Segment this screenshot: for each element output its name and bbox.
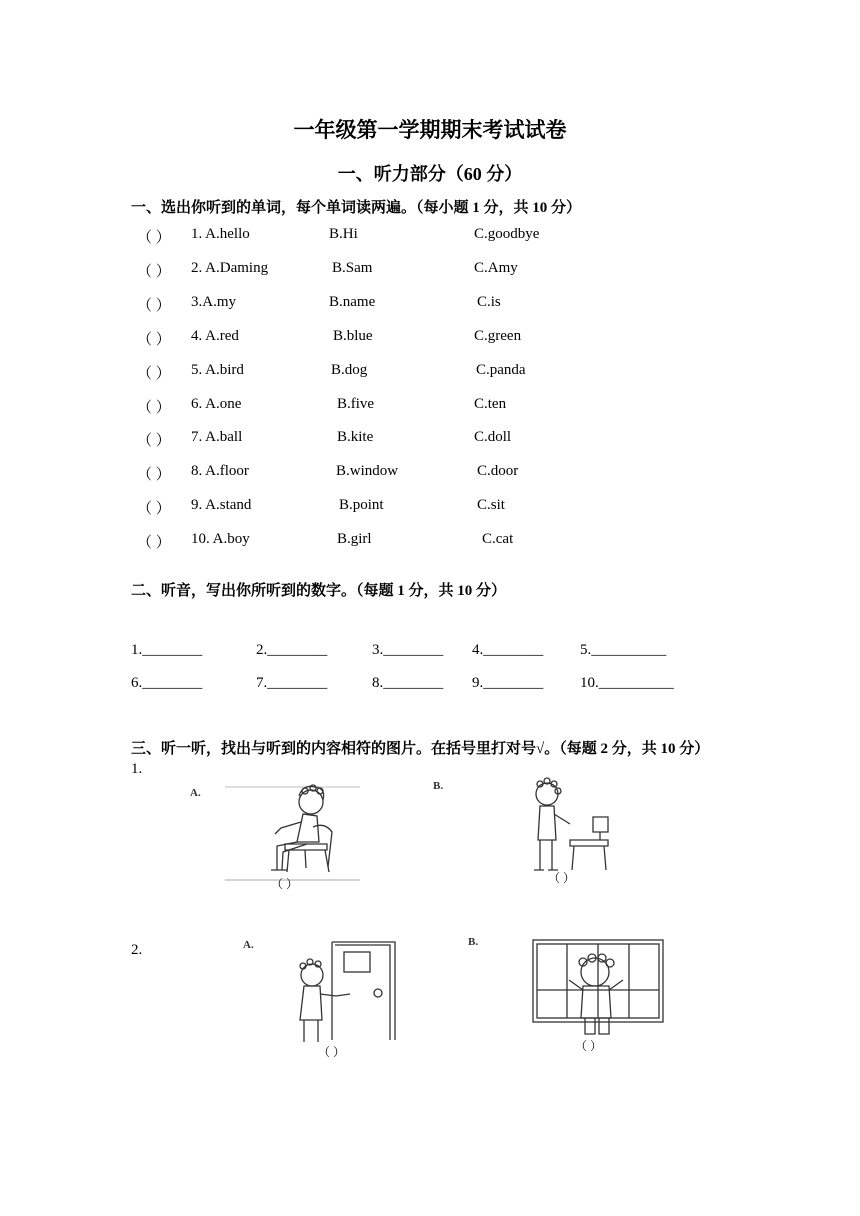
option-b: B.dog	[331, 362, 368, 378]
option-a: 6. A.one	[191, 396, 242, 412]
option-c: C.Amy	[474, 260, 518, 276]
q1-b-answer-parens: （ ）	[548, 871, 576, 885]
option-b: B.kite	[337, 429, 374, 445]
option-b: B.girl	[337, 531, 372, 547]
option-b: B.point	[339, 497, 384, 513]
option-a: 3.A.my	[191, 294, 236, 310]
blank-4[interactable]: 4.________	[472, 642, 544, 658]
option-a: 8. A.floor	[191, 463, 249, 479]
option-a: 2. A.Daming	[191, 260, 269, 276]
q2-label-a: A.	[243, 939, 254, 951]
blank-10[interactable]: 10.__________	[580, 675, 674, 691]
question-2-number: 2.	[131, 942, 143, 958]
q2-picture-a-boy-at-door[interactable]	[240, 930, 400, 1065]
option-b: B.five	[337, 396, 375, 412]
q2-label-b: B.	[468, 936, 479, 948]
section3-heading: 三、听一听，找出与听到的内容相符的图片。在括号里打对号√。（每题 2 分，共 10 分）	[131, 741, 710, 757]
answer-parens[interactable]: （ ）	[137, 366, 171, 382]
answer-parens[interactable]: （ ）	[137, 467, 171, 483]
question-1-number: 1.	[131, 761, 143, 777]
option-c: C.door	[477, 463, 519, 479]
q1-label-a: A.	[190, 787, 201, 799]
option-a: 4. A.red	[191, 328, 239, 344]
answer-parens[interactable]: （ ）	[137, 230, 171, 246]
option-a: 9. A.stand	[191, 497, 252, 513]
blank-5[interactable]: 5.__________	[580, 642, 667, 658]
answer-parens[interactable]: （ ）	[137, 332, 171, 348]
option-b: B.window	[336, 463, 399, 479]
q2-b-answer-parens: （ ）	[575, 1039, 603, 1053]
option-c: C.panda	[476, 362, 526, 378]
answer-parens[interactable]: （ ）	[137, 433, 171, 449]
option-c: C.cat	[482, 531, 514, 547]
answer-parens[interactable]: （ ）	[137, 535, 171, 551]
option-c: C.ten	[474, 396, 507, 412]
answer-parens[interactable]: （ ）	[137, 298, 171, 314]
blank-2[interactable]: 2.________	[256, 642, 328, 658]
q2-a-answer-parens: （ ）	[318, 1045, 346, 1059]
blank-7[interactable]: 7.________	[256, 675, 328, 691]
option-a: 10. A.boy	[191, 531, 250, 547]
blank-6[interactable]: 6.________	[131, 675, 203, 691]
option-b: B.Hi	[329, 226, 358, 242]
blank-1[interactable]: 1.________	[131, 642, 203, 658]
option-b: B.blue	[333, 328, 373, 344]
option-b: B.name	[329, 294, 376, 310]
section2-heading: 二、听音，写出你所听到的数字。（每题 1 分，共 10 分）	[131, 583, 507, 599]
q1-picture-b-boy-standing[interactable]	[430, 772, 655, 897]
blank-8[interactable]: 8.________	[372, 675, 444, 691]
blank-3[interactable]: 3.________	[372, 642, 444, 658]
option-c: C.goodbye	[474, 226, 540, 242]
q2-picture-b-boy-at-window[interactable]	[465, 930, 670, 1060]
option-a: 7. A.ball	[191, 429, 243, 445]
q1-a-answer-parens: （ ）	[271, 877, 299, 891]
option-a: 5. A.bird	[191, 362, 244, 378]
answer-parens[interactable]: （ ）	[137, 501, 171, 517]
answer-parens[interactable]: （ ）	[137, 264, 171, 280]
option-c: C.doll	[474, 429, 512, 445]
option-a: 1. A.hello	[191, 226, 250, 242]
q1-label-b: B.	[433, 780, 444, 792]
option-c: C.green	[474, 328, 522, 344]
section1-heading: 一、选出你听到的单词，每个单词读两遍。（每小题 1 分，共 10 分）	[131, 200, 582, 216]
page-title: 一年级第一学期期末考试试卷	[293, 118, 567, 142]
blank-9[interactable]: 9.________	[472, 675, 544, 691]
q1-picture-a-boy-sitting[interactable]	[185, 772, 360, 897]
section-subtitle: 一、听力部分（60 分）	[337, 164, 523, 184]
option-b: B.Sam	[332, 260, 373, 276]
answer-parens[interactable]: （ ）	[137, 400, 171, 416]
option-c: C.sit	[477, 497, 505, 513]
option-c: C.is	[477, 294, 501, 310]
